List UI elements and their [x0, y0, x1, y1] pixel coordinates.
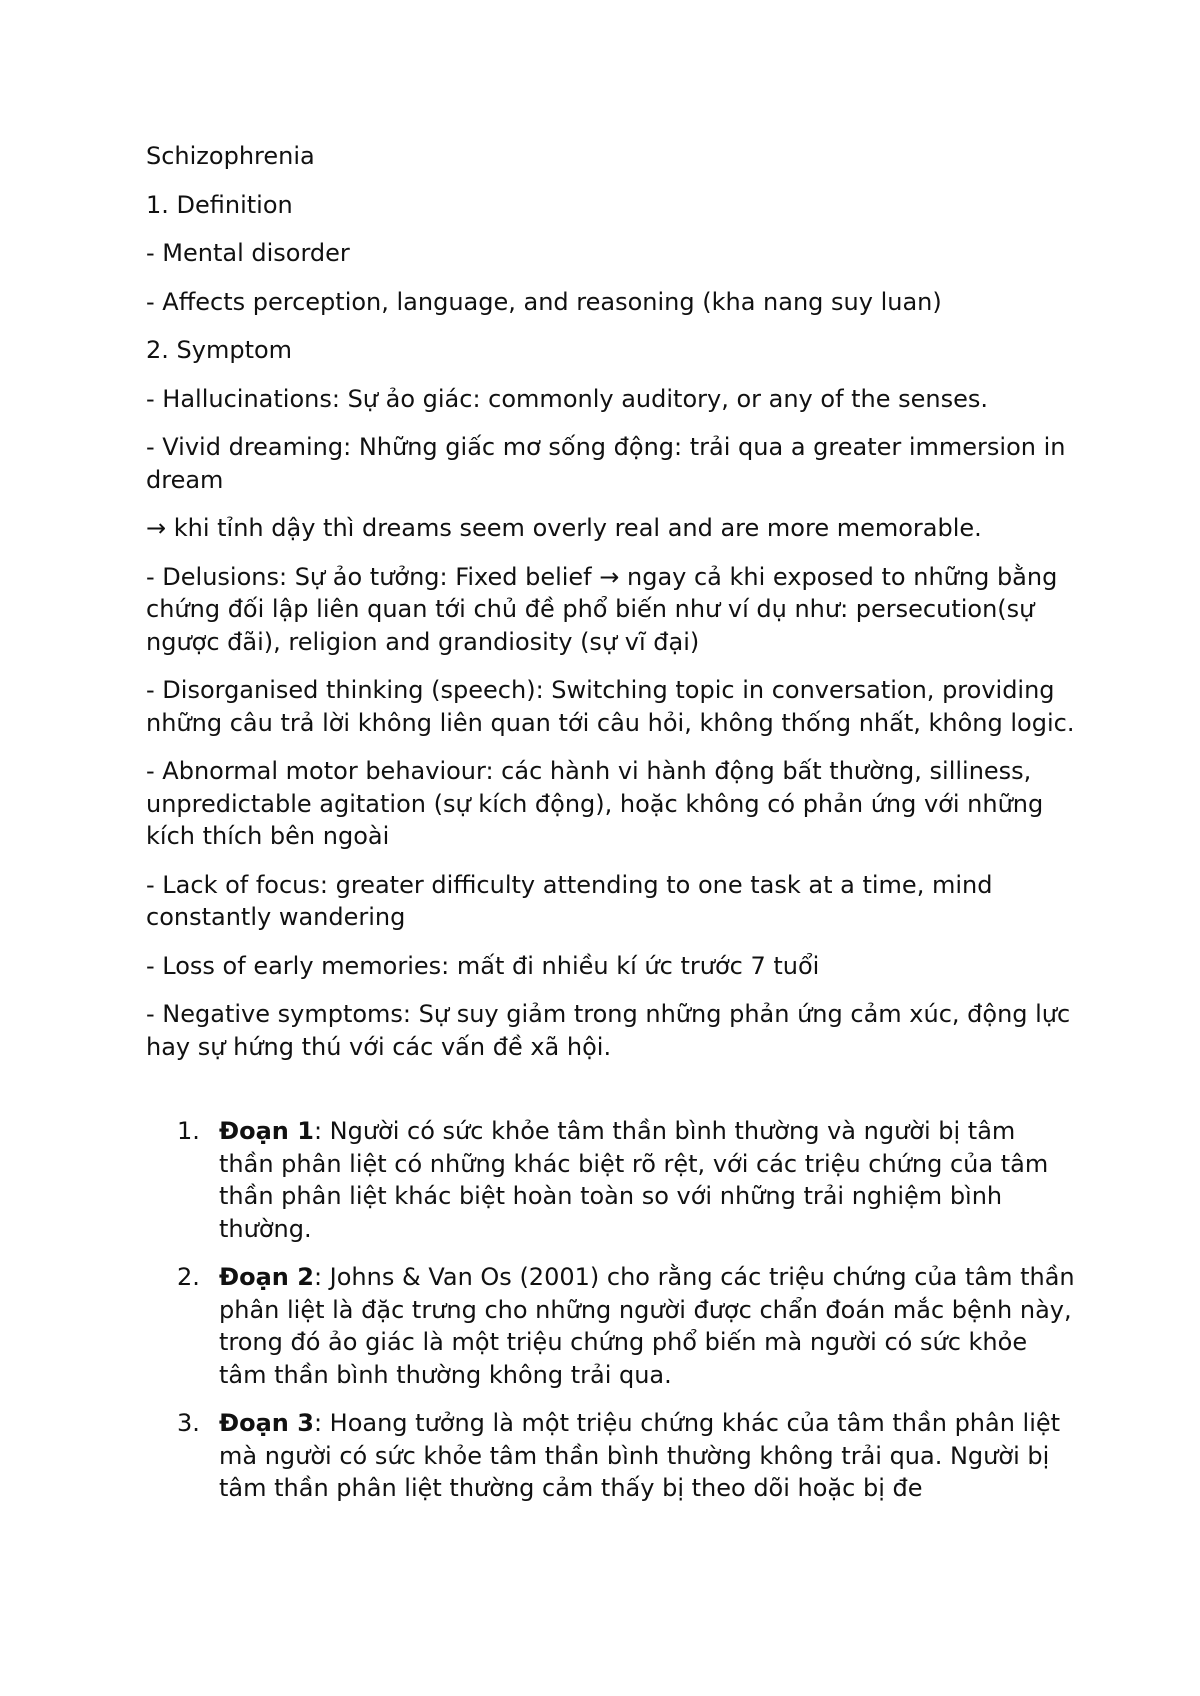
symptom-item-hallucinations: - Hallucinations: Sự ảo giác: commonly auditory, or any of the senses. — [146, 384, 989, 413]
definition-heading: 1. Definition — [146, 190, 293, 219]
symptom-item-vivid-dreaming: - Vivid dreaming: Những giấc mơ sống động: trải qua a greater immersion in dream — [146, 433, 1066, 494]
list-item — [146, 1407, 1076, 1505]
symptom-heading: 2. Symptom — [146, 336, 293, 364]
symptom-item-loss-of-memories: - Loss of early memories: mất đi nhiều kí ức trước 7 tuổi — [146, 951, 820, 980]
list-item-number: 1. — [177, 1117, 200, 1145]
symptom-item-delusions: - Delusions: Sự ảo tưởng: Fixed belief → ngay cả khi exposed to những bằng chứng đối lập liên quan tới chủ đề phổ biến như ví dụ như: persecution(sự ngược đãi), religion and grandiosity (sự vĩ đại) — [146, 562, 1058, 656]
list-item-text: : Người có sức khỏe tâm thần bình thường và người bị tâm thần phân liệt có những khác biệt rõ rệt, với các triệu chứng của tâm thần phân liệt khác biệt hoàn toàn so với những trải nghiệm bình thường. — [219, 1117, 1049, 1243]
list-item-number: 2. — [177, 1263, 200, 1291]
definition-item: - Mental disorder — [146, 239, 350, 267]
list-item-text: : Hoang tưởng là một triệu chứng khác của tâm thần phân liệt mà người có sức khỏe tâm thần bình thường không trải qua. Người bị tâm thần phân liệt thường cảm thấy bị theo dõi hoặc bị đe — [219, 1409, 1061, 1502]
symptom-item-negative-symptoms: - Negative symptoms: Sự suy giảm trong những phản ứng cảm xúc, động lực hay sự hứng thú với các vấn đề xã hội. — [146, 1000, 1071, 1061]
list-item-label: Đoạn 2 — [219, 1263, 314, 1291]
list-item — [146, 1261, 1076, 1391]
list-item-label: Đoạn 1 — [219, 1117, 314, 1145]
symptom-item-abnormal-motor: - Abnormal motor behaviour: các hành vi hành động bất thường, silliness, unpredictable agitation (sự kích động), hoặc không có phản ứng với những kích thích bên ngoài — [146, 757, 1044, 850]
list-item — [146, 1115, 1076, 1245]
document-page — [146, 140, 1076, 1521]
symptom-item-dream-consequence: → khi tỉnh dậy thì dreams seem overly real and are more memorable. — [146, 514, 982, 542]
paragraph-summary-list — [146, 1115, 1076, 1505]
definition-item: - Affects perception, language, and reasoning (kha nang suy luan) — [146, 287, 942, 316]
document-title: Schizophrenia — [146, 142, 315, 170]
symptom-item-disorganised-thinking: - Disorganised thinking (speech): Switching topic in conversation, providing những câu trả lời không liên quan tới câu hỏi, không thống nhất, không logic. — [146, 676, 1075, 737]
list-item-label: Đoạn 3 — [219, 1409, 314, 1437]
list-item-text: : Johns & Van Os (2001) cho rằng các triệu chứng của tâm thần phân liệt là đặc trưng cho những người được chẩn đoán mắc bệnh này, trong đó ảo giác là một triệu chứng phổ biến mà người có sức khỏe tâm thần bình thường không trải qua. — [219, 1263, 1075, 1389]
symptom-item-lack-of-focus: - Lack of focus: greater difficulty attending to one task at a time, mind constantly wandering — [146, 870, 993, 931]
section-spacer — [146, 1079, 1076, 1115]
list-item-number: 3. — [177, 1409, 200, 1437]
